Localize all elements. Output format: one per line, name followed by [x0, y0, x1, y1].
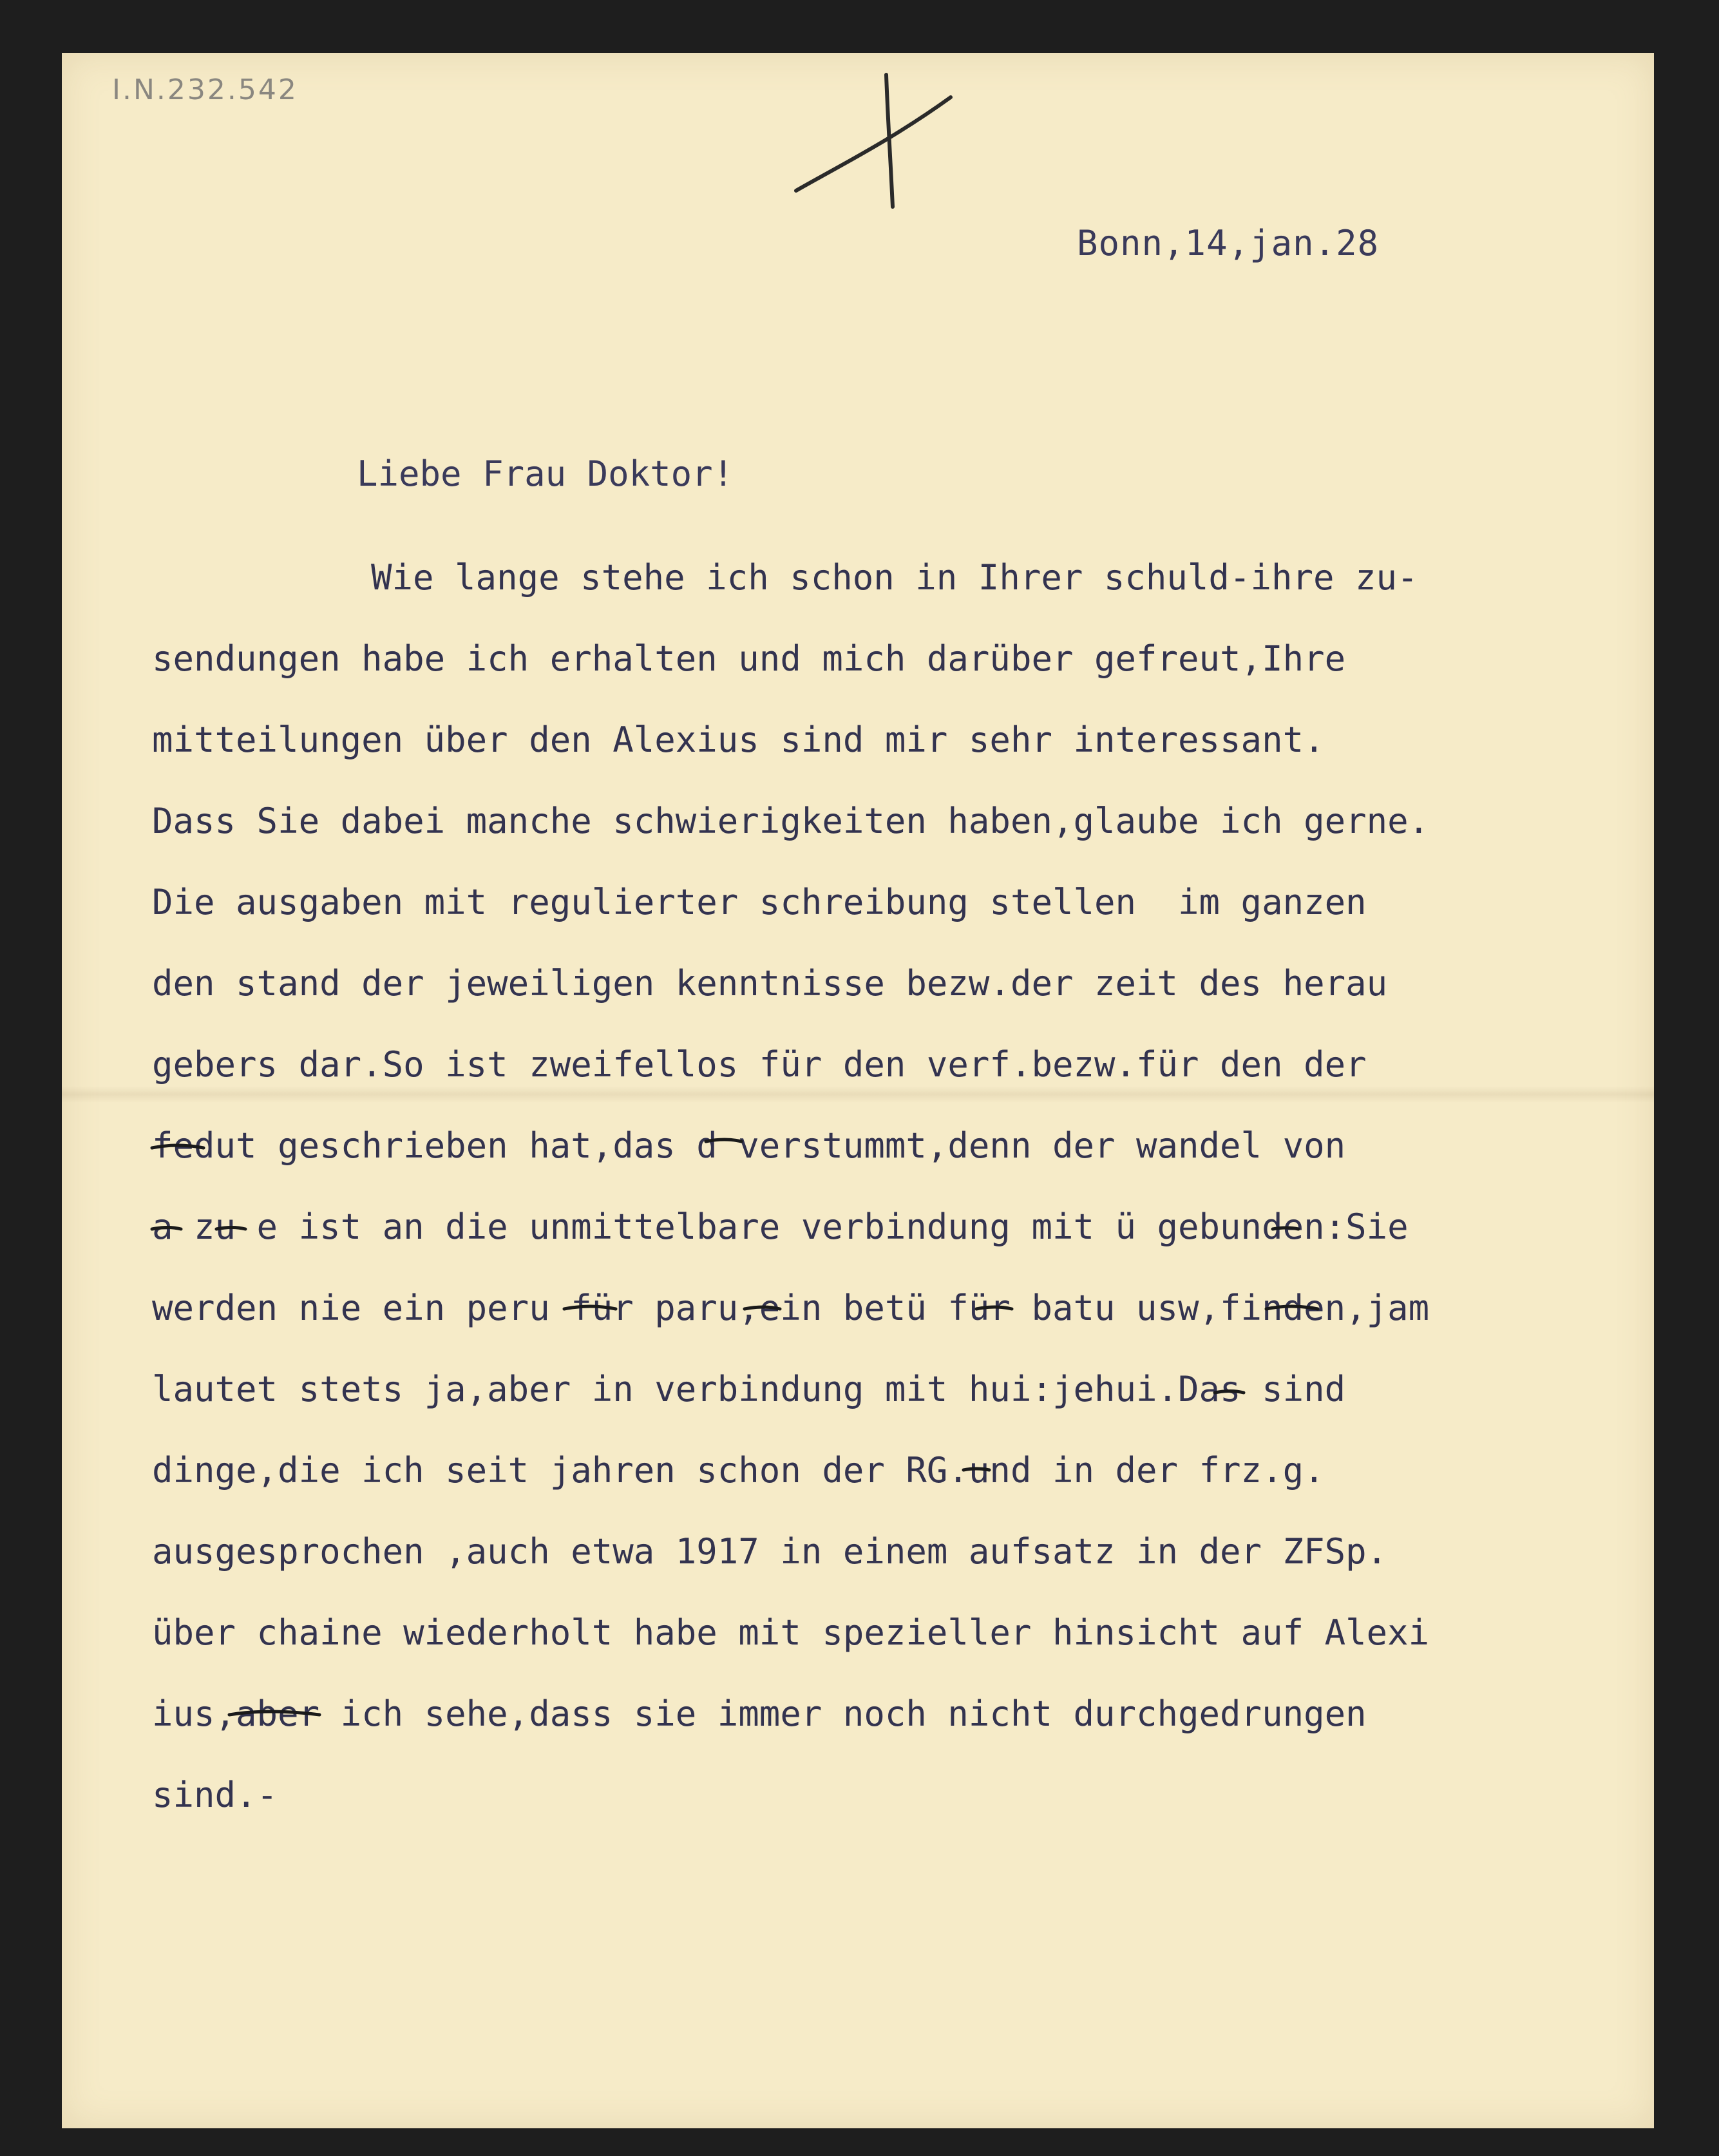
body-line: Die ausgaben mit regulierter schreibung stellen im ganzen	[152, 882, 1367, 922]
archive-mark: I.N.232.542	[112, 73, 298, 106]
body-line: Dass Sie dabei manche schwierigkeiten haben,glaube ich gerne.	[152, 801, 1430, 841]
body-line: ausgesprochen ,auch etwa 1917 in einem aufsatz in der ZFSp.	[152, 1531, 1388, 1572]
body-line: über chaine wiederholt habe mit spezieller hinsicht auf Alexi	[152, 1612, 1430, 1653]
body-line: lautet stets ja,aber in verbindung mit hui:jehui.Das sind	[152, 1369, 1346, 1409]
body-line: fedut geschrieben hat,das d verstummt,denn der wandel von	[152, 1125, 1346, 1166]
salutation: Liebe Frau Doktor!	[357, 453, 734, 494]
body-line: werden nie ein peru für paru,ein betü für batu usw,finden,jam	[152, 1288, 1430, 1328]
letter-date: Bonn,14,jan.28	[1077, 223, 1380, 263]
pen-annotations	[62, 53, 1654, 2128]
body-line: Wie lange stehe ich schon in Ihrer schuld-ihre zu-	[371, 557, 1418, 598]
body-line: den stand der jeweiligen kenntnisse bezw.der zeit des herau	[152, 963, 1388, 1004]
body-line: ius,aber ich sehe,dass sie immer noch nicht durchgedrungen	[152, 1693, 1367, 1734]
body-line: sendungen habe ich erhalten und mich darüber gefreut,Ihre	[152, 638, 1346, 679]
body-line: sind.-	[152, 1775, 278, 1815]
body-line: gebers dar.So ist zweifellos für den verf.bezw.für den der	[152, 1044, 1367, 1085]
body-line: mitteilungen über den Alexius sind mir sehr interessant.	[152, 720, 1325, 760]
body-line: dinge,die ich seit jahren schon der RG.und in der frz.g.	[152, 1450, 1325, 1491]
letter-page	[62, 53, 1654, 2128]
body-line: a zu e ist an die unmittelbare verbindung mit ü gebunden:Sie	[152, 1207, 1409, 1247]
